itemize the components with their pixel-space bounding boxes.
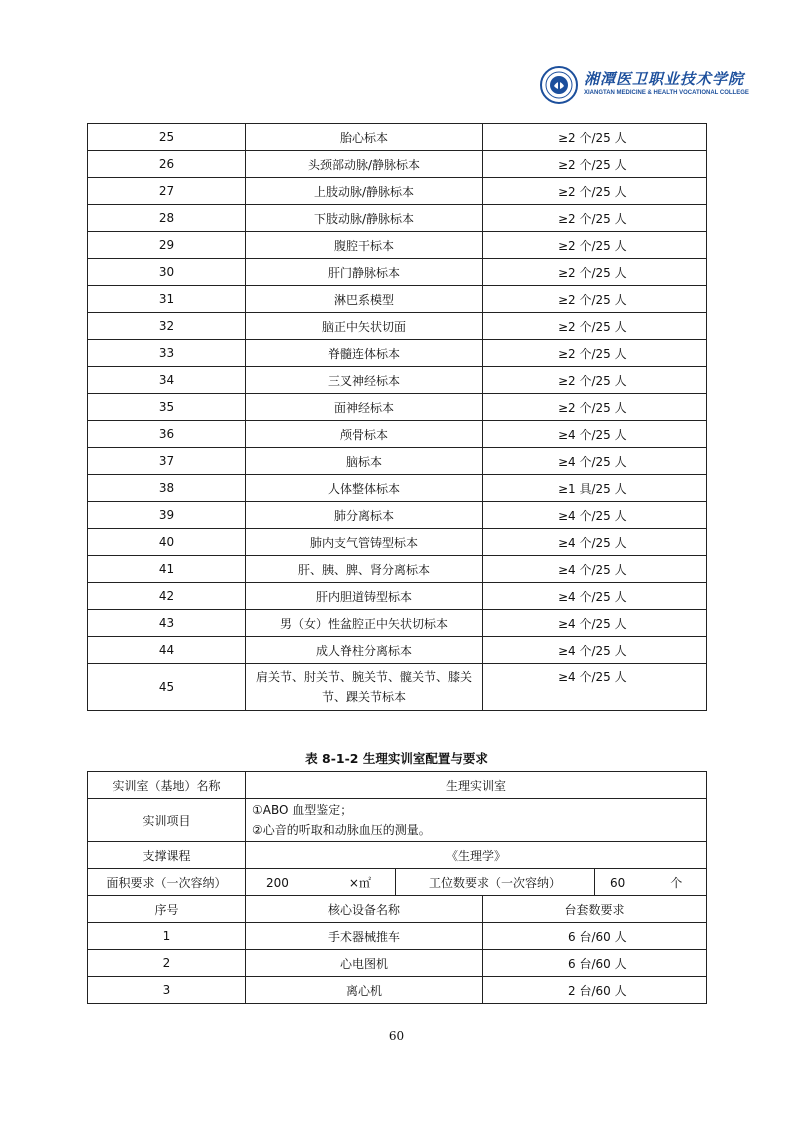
table-row: [88, 421, 707, 448]
row-number: 35: [88, 394, 246, 421]
table-row: [88, 205, 707, 232]
table-row: [88, 394, 707, 421]
area-value: [246, 869, 396, 896]
table-row: [88, 502, 707, 529]
column-header-quantity: 台套数要求: [483, 896, 707, 923]
table-row: [88, 772, 707, 799]
quantity-requirement: 6 台/60 人: [483, 923, 707, 950]
quantity-requirement: ≥2 个/25 人: [483, 151, 707, 178]
equipment-name: 男（女）性盆腔正中矢状切标本: [246, 610, 483, 637]
table-row: [88, 610, 707, 637]
equipment-name-line1: 肩关节、肘关节、腕关节、髋关节、膝关: [255, 670, 472, 684]
station-unit: 个: [670, 875, 683, 890]
equipment-name: 淋巴系模型: [246, 286, 483, 313]
quantity-requirement: ≥4 个/25 人: [483, 421, 707, 448]
table-row: [88, 842, 707, 869]
quantity-requirement: ≥4 个/25 人: [483, 583, 707, 610]
table-row: [88, 583, 707, 610]
equipment-name: 面神经标本: [246, 394, 483, 421]
equipment-name-line2: 节、踝关节标本: [321, 690, 406, 704]
college-emblem-icon: [540, 66, 578, 104]
row-number: 44: [88, 637, 246, 664]
equipment-name: [246, 664, 483, 711]
equipment-name: 肺内支气管铸型标本: [246, 529, 483, 556]
row-number: 32: [88, 313, 246, 340]
table-row: [88, 286, 707, 313]
table-row: [88, 475, 707, 502]
row-number: 3: [88, 977, 246, 1004]
quantity-requirement: ≥2 个/25 人: [483, 367, 707, 394]
row-number: 45: [88, 664, 246, 711]
table-row: [88, 637, 707, 664]
row-number: 2: [88, 950, 246, 977]
quantity-requirement: ≥4 个/25 人: [483, 529, 707, 556]
anatomy-equipment-table: [87, 123, 707, 711]
college-logo: [540, 66, 750, 106]
row-number: 30: [88, 259, 246, 286]
station-value: [595, 869, 707, 896]
quantity-requirement: ≥2 个/25 人: [483, 340, 707, 367]
quantity-requirement: ≥2 个/25 人: [483, 178, 707, 205]
equipment-name: 脑正中矢状切面: [246, 313, 483, 340]
training-project-item: ②心音的听取和动脉血压的测量。: [252, 823, 431, 837]
quantity-requirement: ≥4 个/25 人: [483, 556, 707, 583]
equipment-name: 心电图机: [246, 950, 483, 977]
equipment-name: 头颈部动脉/静脉标本: [246, 151, 483, 178]
table-row: [88, 869, 707, 896]
table-row: [88, 664, 707, 711]
table-row: [88, 232, 707, 259]
quantity-requirement: ≥2 个/25 人: [483, 394, 707, 421]
table-row: [88, 178, 707, 205]
equipment-name: 手术器械推车: [246, 923, 483, 950]
quantity-requirement: ≥4 个/25 人: [483, 637, 707, 664]
column-header-number: 序号: [88, 896, 246, 923]
equipment-name: 腹腔干标本: [246, 232, 483, 259]
quantity-requirement: ≥4 个/25 人: [483, 664, 707, 711]
equipment-name: 下肢动脉/静脉标本: [246, 205, 483, 232]
table-row: [88, 448, 707, 475]
physiology-lab-table: [87, 771, 707, 1004]
room-name-label: 实训室（基地）名称: [88, 772, 246, 799]
station-label: 工位数要求（一次容纳）: [396, 869, 595, 896]
quantity-requirement: ≥2 个/25 人: [483, 286, 707, 313]
table-row: [88, 977, 707, 1004]
table-row: [88, 313, 707, 340]
row-number: 26: [88, 151, 246, 178]
row-number: 34: [88, 367, 246, 394]
room-name-value: 生理实训室: [246, 772, 707, 799]
equipment-name: 三叉神经标本: [246, 367, 483, 394]
table-row: [88, 124, 707, 151]
table-row: [88, 340, 707, 367]
equipment-name: 胎心标本: [246, 124, 483, 151]
training-project-list: [246, 799, 707, 842]
quantity-requirement: ≥2 个/25 人: [483, 232, 707, 259]
table-row: [88, 556, 707, 583]
course-label: 支撑课程: [88, 842, 246, 869]
quantity-requirement: ≥4 个/25 人: [483, 502, 707, 529]
row-number: 40: [88, 529, 246, 556]
quantity-requirement: ≥2 个/25 人: [483, 313, 707, 340]
equipment-name: 离心机: [246, 977, 483, 1004]
table-row: [88, 151, 707, 178]
page-number: 60: [388, 1029, 405, 1043]
quantity-requirement: 2 台/60 人: [483, 977, 707, 1004]
area-label: 面积要求（一次容纳）: [88, 869, 246, 896]
equipment-name: 肝、胰、脾、肾分离标本: [246, 556, 483, 583]
equipment-name: 脑标本: [246, 448, 483, 475]
area-unit: ×㎡: [348, 875, 371, 890]
station-number: 60: [610, 875, 626, 890]
logo-english-name: XIANGTAN MEDICINE & HEALTH VOCATIONAL COLLEGE: [584, 90, 749, 96]
quantity-requirement: ≥1 具/25 人: [483, 475, 707, 502]
quantity-requirement: ≥4 个/25 人: [483, 448, 707, 475]
equipment-name: 人体整体标本: [246, 475, 483, 502]
row-number: 1: [88, 923, 246, 950]
row-number: 36: [88, 421, 246, 448]
course-value: 《生理学》: [246, 842, 707, 869]
area-number: 200: [266, 875, 289, 890]
equipment-name: 肝内胆道铸型标本: [246, 583, 483, 610]
equipment-name: 上肢动脉/静脉标本: [246, 178, 483, 205]
row-number: 27: [88, 178, 246, 205]
equipment-name: 成人脊柱分离标本: [246, 637, 483, 664]
row-number: 29: [88, 232, 246, 259]
row-number: 31: [88, 286, 246, 313]
training-project-label: 实训项目: [88, 799, 246, 842]
column-header-equipment: 核心设备名称: [246, 896, 483, 923]
logo-chinese-name: 湘潭医卫职业技术学院: [584, 70, 745, 88]
quantity-requirement: 6 台/60 人: [483, 950, 707, 977]
equipment-name: 肝门静脉标本: [246, 259, 483, 286]
quantity-requirement: ≥2 个/25 人: [483, 259, 707, 286]
equipment-name: 脊髓连体标本: [246, 340, 483, 367]
row-number: 42: [88, 583, 246, 610]
quantity-requirement: ≥2 个/25 人: [483, 124, 707, 151]
table-header-row: [88, 896, 707, 923]
row-number: 28: [88, 205, 246, 232]
row-number: 38: [88, 475, 246, 502]
table-row: [88, 950, 707, 977]
equipment-name: 肺分离标本: [246, 502, 483, 529]
table-row: [88, 923, 707, 950]
table-caption: 表 8-1-2 生理实训室配置与要求: [305, 751, 488, 766]
training-project-item: ①ABO 血型鉴定；: [252, 803, 353, 817]
quantity-requirement: ≥4 个/25 人: [483, 610, 707, 637]
row-number: 37: [88, 448, 246, 475]
table-row: [88, 529, 707, 556]
table-row: [88, 799, 707, 842]
table-row: [88, 259, 707, 286]
row-number: 25: [88, 124, 246, 151]
row-number: 41: [88, 556, 246, 583]
table-row: [88, 367, 707, 394]
row-number: 39: [88, 502, 246, 529]
row-number: 33: [88, 340, 246, 367]
row-number: 43: [88, 610, 246, 637]
equipment-name: 颅骨标本: [246, 421, 483, 448]
quantity-requirement: ≥2 个/25 人: [483, 205, 707, 232]
